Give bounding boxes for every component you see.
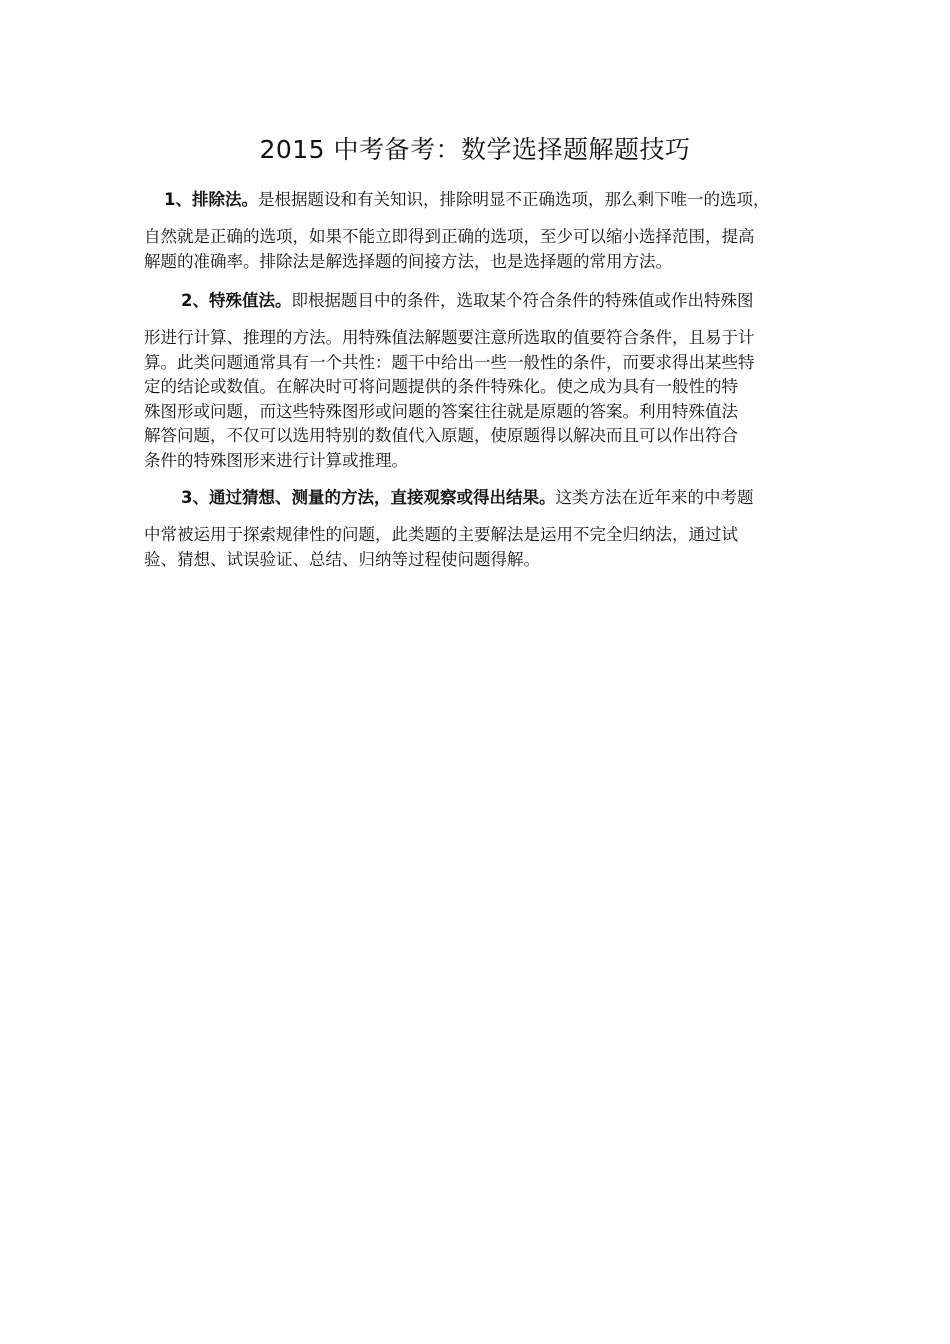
section-line: 解题的准确率。排除法是解选择题的间接方法，也是选择题的常用方法。	[144, 251, 672, 271]
section-heading: 2、特殊值法。	[181, 291, 292, 310]
section-line: 定的结论或数值。在解决时可将问题提供的条件特殊化。使之成为具有一般性的特	[144, 377, 738, 396]
section-heading: 1、排除法。	[164, 190, 258, 209]
section-guess-measure-method	[144, 487, 808, 572]
section-exclusion-method	[144, 189, 808, 274]
section-body	[144, 225, 808, 274]
section-body	[144, 523, 808, 572]
document-title: 2015 中考备考：数学选择题解题技巧	[259, 135, 691, 164]
section-line: 条件的特殊图形来进行计算或推理。	[144, 450, 408, 470]
section-line: 验、猜想、试误验证、总结、归纳等过程使问题得解。	[144, 549, 540, 569]
section-line: 解答问题，不仅可以选用特别的数值代入原题，使原题得以解决而且可以作出符合	[144, 426, 738, 445]
section-first-text: 即根据题目中的条件，选取某个符合条件的特殊值或作出特殊图	[291, 291, 754, 310]
section-line: 形进行计算、推理的方法。用特殊值法解题要注意所选取的值要符合条件，且易于计	[144, 328, 755, 347]
section-first-line	[144, 290, 808, 326]
section-line: 中常被运用于探索规律性的问题，此类题的主要解法是运用不完全归纳法，通过试	[144, 525, 738, 544]
section-line: 殊图形或问题，而这些特殊图形或问题的答案往往就是原题的答案。利用特殊值法	[144, 401, 738, 421]
section-first-line	[144, 189, 808, 225]
section-first-text: 这类方法在近年来的中考题	[555, 488, 754, 507]
section-first-text: 是根据题设和有关知识，排除明显不正确选项，那么剩下唯一的选项，	[257, 190, 770, 209]
section-first-line	[144, 487, 808, 523]
section-line: 自然就是正确的选项，如果不能立即得到正确的选项，至少可以缩小选择范围，提高	[144, 227, 755, 246]
section-special-value-method	[144, 290, 808, 473]
section-heading: 3、通过猜想、测量的方法，直接观察或得出结果。	[181, 488, 556, 507]
section-body	[144, 326, 808, 473]
section-line: 算。此类问题通常具有一个共性：题干中给出一些一般性的条件，而要求得出某些特	[144, 352, 755, 372]
